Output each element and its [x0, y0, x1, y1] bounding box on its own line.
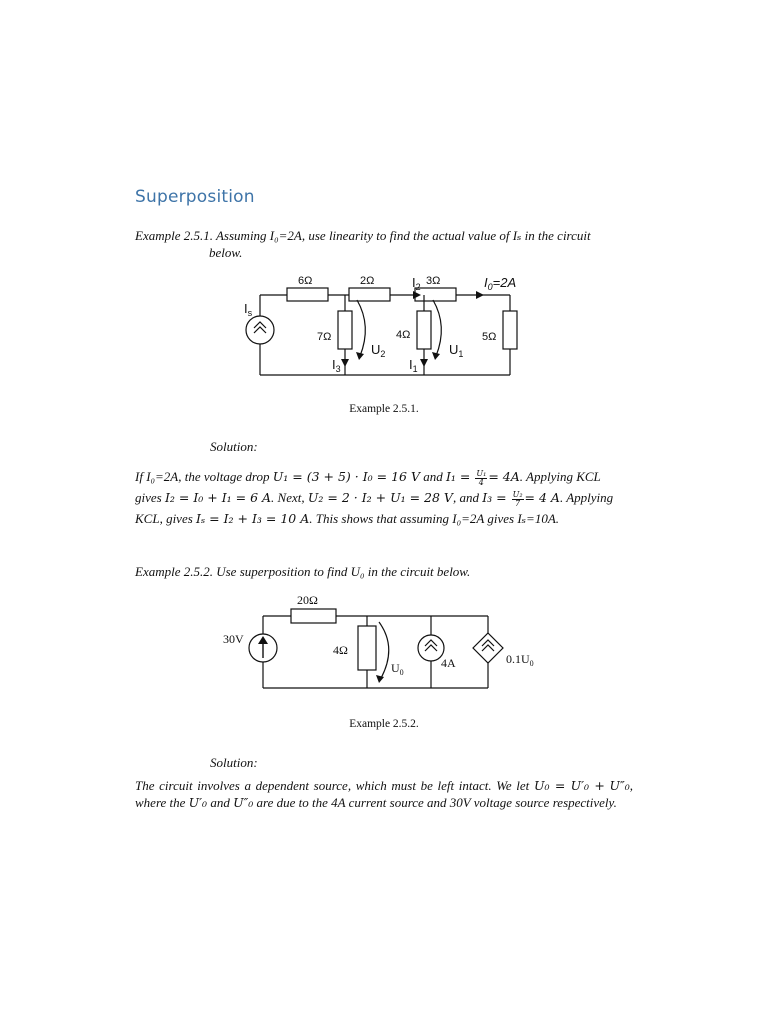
resistor-5ohm: [503, 311, 517, 349]
example1-prompt: [135, 228, 633, 261]
fraction-denominator: 7: [515, 498, 521, 508]
text: . Applying: [559, 490, 614, 505]
circuit-diagram-1: [240, 268, 530, 380]
text: and: [207, 794, 234, 810]
voltage-arc-u0: [379, 622, 389, 680]
equation-u2: U₂ = 2 · I₂ + U₁ = 28 V: [307, 490, 453, 505]
arrow-i1: [420, 359, 428, 367]
label-20ohm: 20Ω: [297, 593, 318, 607]
label-5ohm: 5Ω: [482, 331, 497, 343]
fraction-numerator: U₂: [512, 489, 523, 499]
label-i3: $I_3$: [332, 357, 341, 374]
example1-prompt-line1: Example 2.5.1. Assuming I₀=2A, use linearity to find the actual value of Iₛ in the circuit: [135, 228, 591, 243]
label-dependent-source: $0.1U_0$: [506, 652, 534, 668]
resistor-6ohm: [287, 288, 328, 301]
fraction-denominator: 4: [478, 477, 484, 487]
label-u2: $U_2$: [371, 342, 386, 359]
fraction-numerator: U₁: [476, 468, 487, 478]
arrow-u0: [376, 675, 384, 683]
fraction-u1-over-4: [475, 470, 487, 487]
example2-caption: Example 2.5.2.: [349, 718, 419, 730]
example1-caption: Example 2.5.1.: [349, 403, 419, 415]
example2-prompt: Example 2.5.2. Use superposition to find U₀ in the circuit below.: [135, 564, 471, 579]
text: . This shows that assuming I₀=2A gives Iₛ=10A.: [309, 511, 560, 526]
text: If I₀=2A, the voltage drop: [135, 469, 273, 484]
label-3ohm: 3Ω: [426, 275, 441, 287]
section-title: Superposition: [135, 187, 255, 207]
label-i2: $I_2$: [412, 275, 421, 292]
example2-solution: [135, 778, 633, 811]
arrow-i0: [476, 291, 484, 299]
voltage-arc-u2: [357, 300, 365, 356]
arrow-i2: [413, 291, 421, 299]
current-source-is: [246, 316, 274, 344]
label-30v: 30V: [223, 632, 244, 646]
text: . Applying KCL: [519, 469, 601, 484]
label-4ohm: 4Ω: [333, 643, 348, 657]
text: and: [419, 469, 446, 484]
label-i0: $I_0=2A$: [484, 275, 517, 292]
text: The circuit involves a dependent source, which must be left intact. We let: [135, 778, 534, 793]
equation-u1: U₁ = (3 + 5) · I₀ = 16 V: [272, 469, 420, 484]
text: , and: [452, 490, 483, 505]
resistor-4ohm: [417, 311, 431, 349]
resistor-7ohm: [338, 311, 352, 349]
equation-u0-double-prime: U″₀: [609, 778, 630, 793]
resistor-4ohm: [358, 626, 376, 670]
voltage-source-30v: [249, 634, 277, 662]
equation-i2: I₂ = I₀ + I₁ = 6 A: [164, 490, 272, 505]
equation-u0-prime: U′₀: [188, 794, 208, 810]
label-2ohm: 2Ω: [360, 275, 375, 287]
resistor-3ohm: [415, 288, 456, 301]
equation-is: Iₛ = I₂ + I₃ = 10 A: [196, 511, 310, 526]
arrow-u1: [432, 352, 440, 360]
equation-i3-lhs: I₃ =: [482, 490, 511, 505]
label-u1: $U_1$: [449, 342, 464, 359]
label-i1: $I_1$: [409, 357, 418, 374]
example1-solution-label: Solution:: [210, 439, 258, 454]
equation-i3-rhs: = 4 A: [524, 490, 560, 505]
label-u0: $U_0$: [391, 661, 404, 677]
arrow-u2: [356, 352, 364, 360]
voltage-arc-u1: [433, 300, 441, 356]
text: gives: [135, 490, 165, 505]
label-4ohm: 4Ω: [396, 329, 411, 341]
text: KCL, gives: [135, 511, 197, 526]
circuit-diagram-2: [222, 592, 552, 694]
fraction-u2-over-7: [512, 491, 524, 508]
equation-u0: U₀ = U′₀ +: [533, 778, 605, 793]
label-7ohm: 7Ω: [317, 331, 332, 343]
arrow-i3: [341, 359, 349, 367]
text: respectively.: [552, 794, 617, 810]
label-is: $I_s$: [244, 301, 253, 318]
text: are due to the 4A current source and 30V voltage source: [253, 794, 550, 810]
equation-i1-rhs: = 4A: [488, 469, 520, 484]
text: . Next,: [271, 490, 308, 505]
label-4a: 4A: [441, 656, 456, 670]
example2-solution-label: Solution:: [210, 755, 258, 770]
label-6ohm: 6Ω: [298, 275, 313, 287]
dependent-source: [473, 633, 503, 663]
example1-prompt-line2: below.: [209, 244, 243, 260]
resistor-20ohm: [291, 609, 336, 623]
equation-i1-lhs: I₁ =: [445, 469, 475, 484]
resistor-2ohm: [349, 288, 390, 301]
example1-solution: [135, 466, 633, 529]
text: , where the: [135, 778, 634, 810]
equation-u0-double-prime-2: U″₀: [233, 794, 254, 810]
